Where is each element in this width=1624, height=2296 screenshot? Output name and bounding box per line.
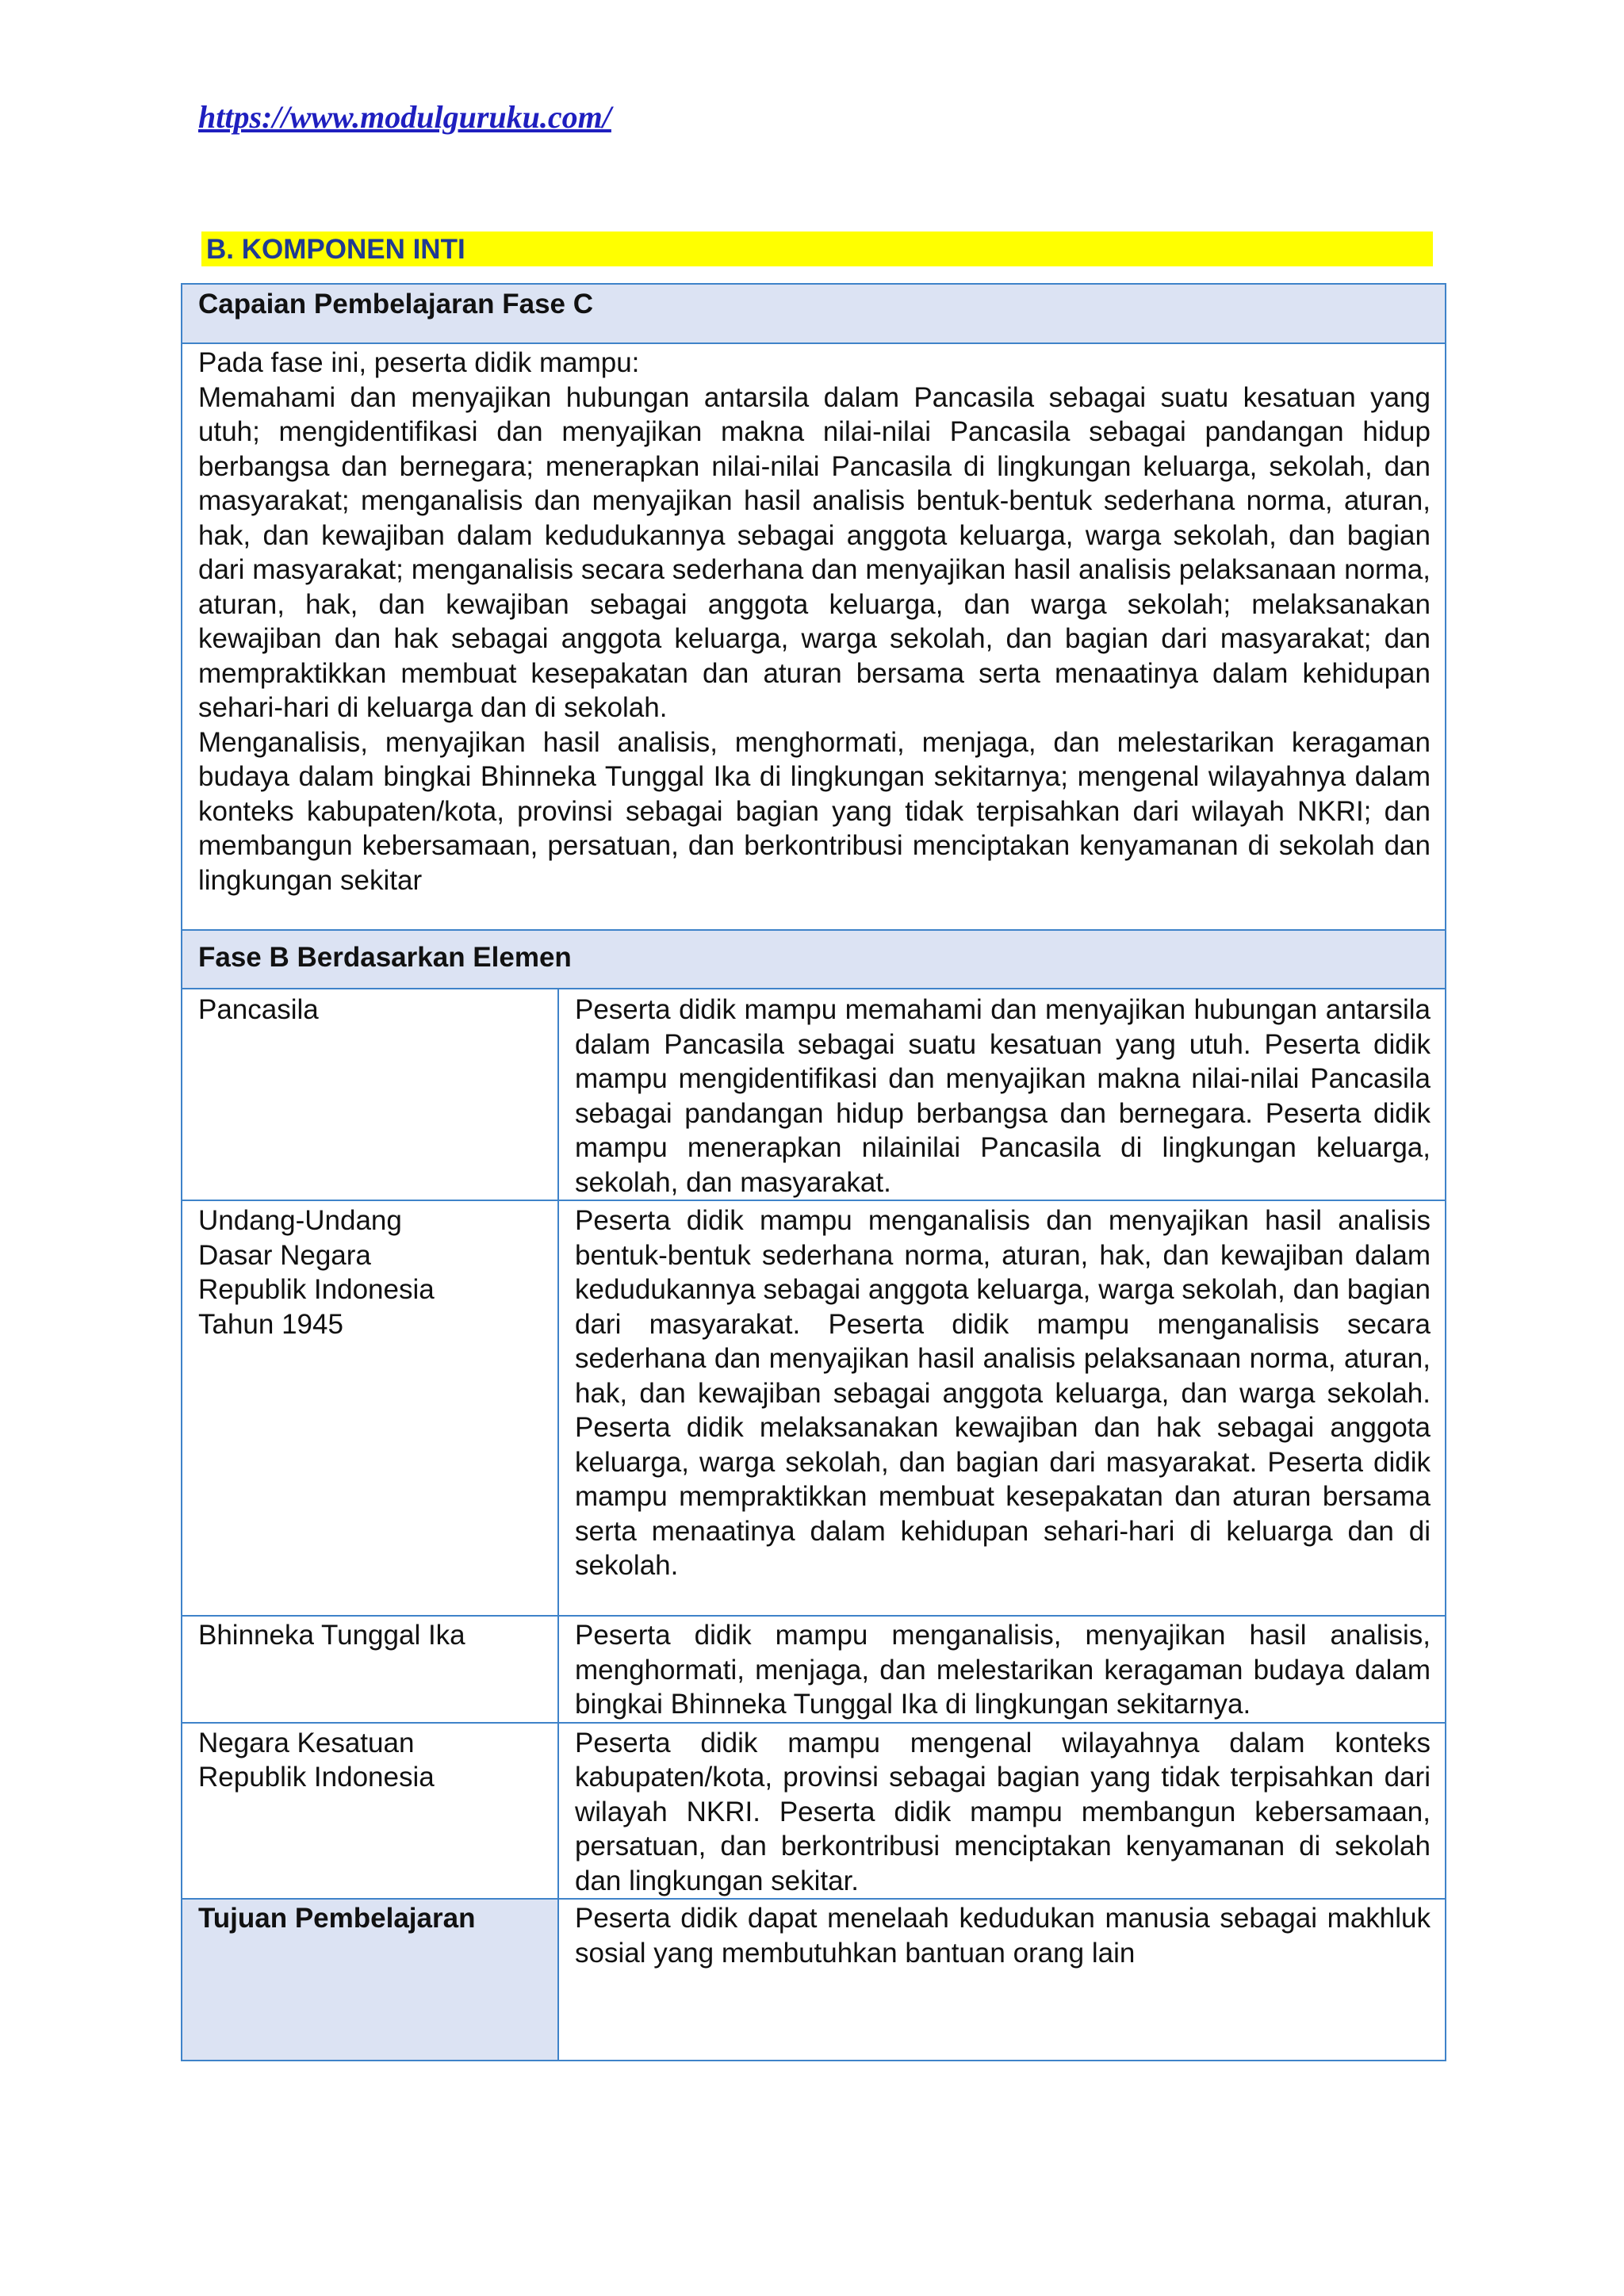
- capaian-title: Capaian Pembelajaran Fase C: [182, 284, 1446, 343]
- elemen-header-row: [182, 930, 1446, 989]
- table-row: [182, 1616, 1446, 1723]
- elemen-label: Republik Indonesia: [198, 1762, 435, 1793]
- elemen-label: Bhinneka Tunggal Ika: [198, 1620, 465, 1651]
- table-row: [182, 1723, 1446, 1900]
- elemen-label: Republik Indonesia: [198, 1274, 435, 1305]
- elemen-description: Peserta didik mampu memahami dan menyajikan hubungan antarsila dalam Pancasila sebagai suatu kesatuan yang utuh. Peserta didik mampu mengidentifikasi dan menyajikan makna nilai-nilai Pancasila sebagai pandangan hidup berbangsa dan bernegara. Peserta didik mampu menerapkan nilainilai Pancasila di lingkungan keluarga, sekolah, dan masyarakat.: [558, 989, 1446, 1200]
- elemen-title: Fase B Berdasarkan Elemen: [182, 930, 1446, 989]
- elemen-label: Pancasila: [198, 994, 319, 1025]
- tujuan-description: Peserta didik dapat menelaah kedudukan manusia sebagai makhluk sosial yang membutuhkan bantuan orang lain: [558, 1899, 1446, 2061]
- capaian-body-cell: [182, 343, 1446, 930]
- elemen-label-cell: [182, 989, 558, 1200]
- capaian-intro: Pada fase ini, peserta didik mampu:: [198, 347, 640, 378]
- elemen-label: Negara Kesatuan: [198, 1727, 415, 1758]
- elemen-label-cell: [182, 1616, 558, 1723]
- elemen-label: Dasar Negara: [198, 1239, 371, 1271]
- capaian-paragraph-1: Memahami dan menyajikan hubungan antarsila dalam Pancasila sebagai suatu kesatuan yang utuh; mengidentifikasi dan menyajikan makna nilai-nilai Pancasila sebagai pandangan hidup berbangsa dan bernegara; menerapkan nilai-nilai Pancasila di lingkungan keluarga, sekolah, dan masyarakat; menganalisis dan menyajikan hasil analisis bentuk-bentuk sederhana norma, aturan, hak, dan kewajiban dalam kedudukannya sebagai anggota keluarga, warga sekolah, dan bagian dari masyarakat; menganalisis secara sederhana dan menyajikan hasil analisis pelaksanaan norma, aturan, hak, dan kewajiban sebagai anggota keluarga, dan warga sekolah; melaksanakan kewajiban dan hak sebagai anggota keluarga, warga sekolah, dan bagian dari masyarakat; dan mempraktikkan membuat kesepakatan dan aturan bersama serta menaatinya dalam kehidupan sehari-hari di keluarga dan di sekolah.: [198, 381, 1431, 723]
- komponen-inti-table: [181, 283, 1446, 2061]
- elemen-label: Tahun 1945: [198, 1308, 343, 1340]
- header-url-link[interactable]: https://www.modulguruku.com/: [198, 99, 611, 135]
- tujuan-label: Tujuan Pembelajaran: [182, 1899, 558, 2061]
- capaian-paragraph-2: Menganalisis, menyajikan hasil analisis, menghormati, menjaga, dan melestarikan keragaman budaya dalam bingkai Bhinneka Tunggal Ika di lingkungan sekitarnya; mengenal wilayahnya dalam konteks kabupaten/kota, provinsi sebagai bagian yang tidak terpisahkan dari wilayah NKRI; dan membangun kebersamaan, persatuan, dan berkontribusi menciptakan kenyamanan di sekolah dan lingkungan sekitar: [198, 726, 1431, 896]
- capaian-header-row: [182, 284, 1446, 343]
- elemen-label: Undang-Undang: [198, 1205, 402, 1236]
- table-row: [182, 1200, 1446, 1616]
- elemen-label-cell: [182, 1723, 558, 1900]
- elemen-description: Peserta didik mampu menganalisis, menyajikan hasil analisis, menghormati, menjaga, dan melestarikan keragaman budaya dalam bingkai Bhinneka Tunggal Ika di lingkungan sekitarnya.: [558, 1616, 1446, 1723]
- capaian-body-row: [182, 343, 1446, 930]
- table-row: [182, 989, 1446, 1200]
- elemen-label-cell: [182, 1200, 558, 1616]
- tujuan-row: [182, 1899, 1446, 2061]
- elemen-description: Peserta didik mampu menganalisis dan menyajikan hasil analisis bentuk-bentuk sederhana norma, aturan, hak, dan kewajiban dalam kedudukannya sebagai anggota keluarga, warga sekolah, dan bagian dari masyarakat. Peserta didik mampu menganalisis secara sederhana dan menyajikan hasil analisis pelaksanaan norma, aturan, hak, dan kewajiban sebagai anggota keluarga, dan warga sekolah. Peserta didik melaksanakan kewajiban dan hak sebagai anggota keluarga, warga sekolah, dan bagian dari masyarakat. Peserta didik mampu mempraktikkan membuat kesepakatan dan aturan bersama serta menaatinya dalam kehidupan sehari-hari di keluarga dan di sekolah.: [558, 1200, 1446, 1616]
- elemen-description: Peserta didik mampu mengenal wilayahnya dalam konteks kabupaten/kota, provinsi sebagai bagian yang tidak terpisahkan dari wilayah NKRI. Peserta didik mampu membangun kebersamaan, persatuan, dan berkontribusi menciptakan kenyamanan di sekolah dan lingkungan sekitar.: [558, 1723, 1446, 1900]
- section-heading: B. KOMPONEN INTI: [201, 232, 1433, 266]
